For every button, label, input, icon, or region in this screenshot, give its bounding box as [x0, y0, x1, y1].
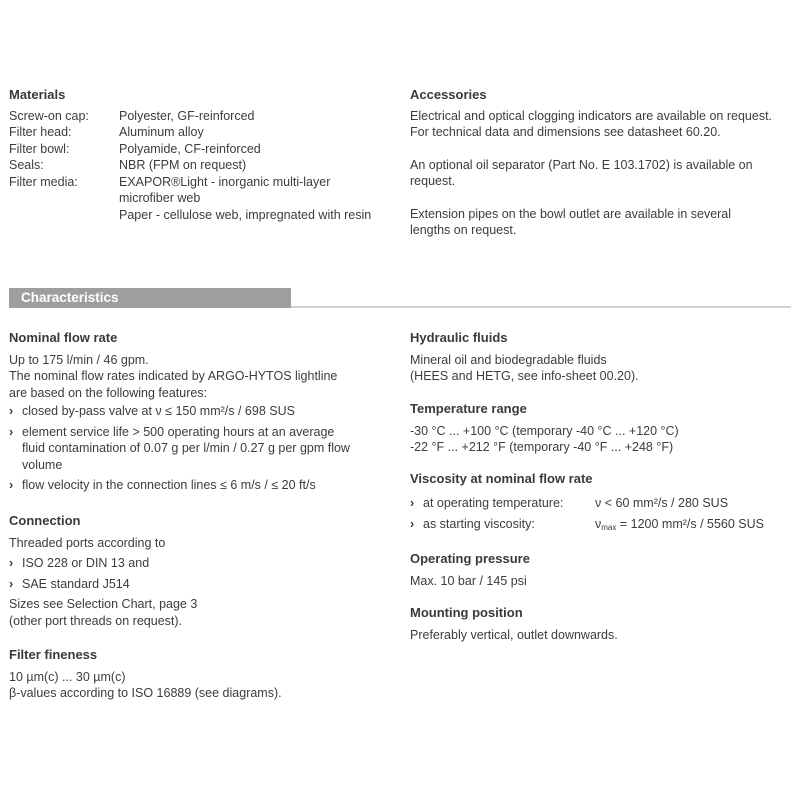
list-item: › flow velocity in the connection lines ≤ 6 m/s / ≤ 20 ft/s [9, 478, 316, 492]
materials-row: Filter bowl: Polyamide, CF-reinforced [9, 141, 261, 156]
list-item: › ISO 228 or DIN 13 and [9, 556, 150, 570]
accessories-section [410, 87, 772, 239]
hydraulic-fluids-heading: Hydraulic fluids [410, 330, 508, 345]
section-divider [291, 306, 791, 308]
viscosity-section [410, 471, 764, 537]
list-item: › element service life > 500 operating hours at an average [9, 424, 335, 439]
bullet-chevron-icon: › [9, 556, 14, 570]
materials-row: Filter head: Aluminum alloy [9, 125, 204, 139]
filter-fineness-section: Filter fineness 10 µm(c) ... 30 µm(c) β-values according to ISO 16889 (see diagrams). [9, 647, 282, 700]
materials-row: Screw-on cap: Polyester, GF-reinforced [9, 108, 255, 123]
pressure-heading: Operating pressure [410, 551, 530, 566]
hydraulic-fluids-section: Hydraulic fluids Mineral oil and biodegradable fluids (HEES and HETG, see info-sheet 00.20). [410, 330, 639, 383]
bullet-chevron-icon: › [410, 495, 415, 510]
characteristics-header: Characteristics [9, 288, 291, 308]
materials-section [9, 87, 371, 223]
accessories-heading: Accessories [410, 87, 487, 102]
materials-row: microfiber web [119, 191, 201, 205]
temperature-heading: Temperature range [410, 401, 527, 416]
list-item: › closed by-pass valve at ν ≤ 150 mm²/s / 698 SUS [9, 404, 295, 418]
list-item: › as starting viscosity: $\nu_{max} = 1200$ mm²/s / 5560 SUS [410, 516, 765, 532]
materials-row: Seals: NBR (FPM on request) [9, 158, 247, 172]
nominal-flow-section: Nominal flow rate Up to 175 l/min / 46 gpm. The nominal flow rates indicated by ARGO-HYTOS lightline are based on the following features: › closed by-pass valve at ν ≤ 150 mm²/s / 698 SUS › element service life > 500 operating hours at an average fluid contamination of 0.07 g per l/min / 0.27 g per gpm flow volume › flow velocity in the connection lines ≤ 6 m/s / ≤ 20 ft/s [9, 330, 350, 492]
materials-row: Paper - cellulose web, impregnated with resin [119, 207, 372, 222]
connection-heading: Connection [9, 513, 81, 528]
nominal-flow-heading: Nominal flow rate [9, 330, 118, 345]
temperature-section: Temperature range -30 °C ... +100 °C (temporary -40 °C ... +120 °C) -22 °F ... +212 °F (temporary -40 °F ... +248 °F) [410, 401, 679, 454]
bullet-chevron-icon: › [410, 516, 415, 531]
accessories-body: Electrical and optical clogging indicators are available on request. For technical data and dimensions see datasheet 60.20. An optional oil separator (Part No. E 103.1702) is available on request. Extension pipes on the bowl outlet are available in several lengths on request. [410, 108, 773, 237]
materials-row: Filter media: EXAPOR®Light - inorganic multi-layer [9, 174, 331, 189]
pressure-section: Operating pressure Max. 10 bar / 145 psi [410, 551, 530, 588]
connection-section: Connection Threaded ports according to › ISO 228 or DIN 13 and › SAE standard J514 Sizes see Selection Chart, page 3 (other port threads on request). [9, 513, 198, 628]
mounting-heading: Mounting position [410, 605, 523, 620]
list-item: › at operating temperature: ν < 60 mm²/s / 280 SUS [410, 494, 764, 513]
bullet-chevron-icon: › [9, 478, 14, 492]
bullet-chevron-icon: › [9, 404, 14, 418]
bullet-chevron-icon: › [9, 424, 14, 439]
bullet-chevron-icon: › [9, 576, 14, 591]
materials-heading: Materials [9, 87, 66, 102]
materials-list [9, 108, 371, 224]
viscosity-heading: Viscosity at nominal flow rate [410, 471, 593, 486]
mounting-section: Mounting position Preferably vertical, outlet downwards. [410, 605, 618, 642]
filter-fineness-heading: Filter fineness [9, 647, 98, 662]
list-item: › SAE standard J514 [9, 576, 130, 591]
